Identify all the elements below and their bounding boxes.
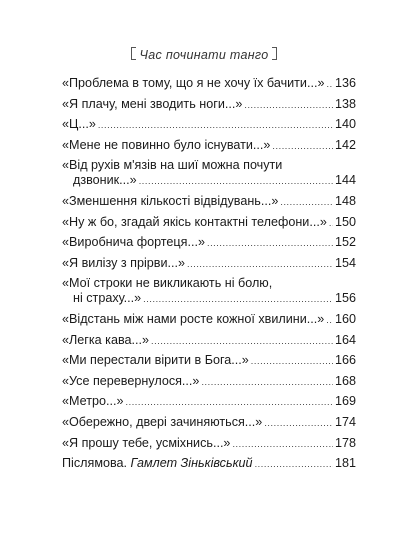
dot-leader (280, 195, 333, 210)
dot-leader (201, 375, 333, 390)
dot-leader (98, 118, 333, 133)
toc-page-number: 142 (334, 137, 356, 152)
toc-entry-title: «Я плачу, мені зводить ноги...» (62, 96, 243, 111)
toc-entry[interactable] (62, 76, 356, 92)
toc-page-number: 181 (334, 456, 356, 471)
afterword-author: Гамлет Зіньківський (130, 456, 253, 471)
left-bracket-ornament (131, 47, 136, 60)
toc-entry[interactable] (62, 312, 356, 328)
toc-page-number: 152 (334, 235, 356, 250)
toc-page-number: 144 (334, 173, 356, 188)
toc-entry[interactable] (62, 436, 356, 452)
dot-leader (139, 174, 333, 189)
dot-leader (244, 98, 333, 113)
toc-entry-title: «Усе перевернулося...» (62, 373, 200, 388)
toc-page-number: 178 (334, 435, 356, 450)
toc-entry[interactable] (62, 117, 356, 133)
dot-leader (326, 77, 333, 92)
toc-page-number: 148 (334, 193, 356, 208)
toc-page-number: 169 (334, 394, 356, 409)
toc-page-number: 154 (334, 255, 356, 270)
toc-entry-title: ні страху...» (73, 291, 142, 306)
toc-entry-afterword[interactable] (62, 456, 356, 472)
dot-leader (251, 354, 333, 369)
toc-entry-title-line1: «Від рухів м'язів на шиї можна почути (62, 158, 283, 173)
dot-leader (207, 236, 333, 251)
toc-entry[interactable] (62, 97, 356, 113)
table-of-contents (62, 76, 356, 477)
toc-entry-title: «Обережно, двері зачиняються...» (62, 414, 263, 429)
dot-leader (143, 292, 333, 307)
toc-entry-title: «Проблема в тому, що я не хочу їх бачити...» (62, 76, 325, 90)
toc-page-number: 168 (334, 373, 356, 388)
dot-leader (329, 216, 333, 231)
section-title: Час починати танго (139, 48, 269, 62)
toc-entry-title: дзвоник...» (73, 173, 137, 188)
toc-page-number: 138 (334, 96, 356, 111)
toc-entry[interactable] (62, 415, 356, 431)
dot-leader (255, 457, 333, 472)
toc-entry[interactable] (62, 256, 356, 272)
dot-leader (272, 139, 333, 154)
toc-page-number: 150 (334, 214, 356, 229)
dot-leader (264, 416, 333, 431)
toc-page-number: 166 (334, 353, 356, 368)
toc-entry-title-line1: «Мої строки не викликають ні болю, (62, 276, 273, 291)
toc-entry[interactable] (62, 394, 356, 410)
toc-page-number: 164 (334, 332, 356, 347)
toc-page-number: 156 (334, 291, 356, 306)
toc-entry-title: «Ну ж бо, згадай якісь контактні телефони...» (62, 214, 327, 229)
section-header (0, 47, 408, 62)
toc-entry[interactable] (62, 353, 356, 369)
toc-entry-title: «Ми перестали вірити в Бога...» (62, 353, 249, 368)
right-bracket-ornament (272, 47, 277, 60)
toc-page-number: 140 (334, 117, 356, 132)
toc-entry-title: «Я прошу тебе, усміхнись...» (62, 435, 231, 450)
toc-entry-title: «Виробнича фортеця...» (62, 235, 205, 250)
toc-entry-title: «Мене не повинно було існувати...» (62, 137, 271, 152)
dot-leader (326, 313, 333, 328)
dot-leader (187, 257, 333, 272)
toc-entry[interactable] (62, 215, 356, 231)
toc-entry-title: «Відстань між нами росте кожної хвилини...» (62, 311, 325, 326)
toc-entry[interactable] (62, 235, 356, 251)
toc-page-number: 174 (334, 414, 356, 429)
toc-entry[interactable] (62, 158, 356, 189)
toc-entry-title: «Я вилізу з прірви...» (62, 255, 186, 270)
dot-leader (126, 395, 333, 410)
toc-entry[interactable] (62, 276, 356, 307)
toc-page-number: 136 (334, 76, 356, 90)
toc-entry[interactable] (62, 194, 356, 210)
dot-leader (232, 437, 333, 452)
dot-leader (151, 334, 333, 349)
toc-entry[interactable] (62, 138, 356, 154)
toc-entry[interactable] (62, 374, 356, 390)
toc-page-number: 160 (334, 311, 356, 326)
toc-entry[interactable] (62, 333, 356, 349)
toc-entry-title: «Легка кава...» (62, 332, 150, 347)
toc-entry-title: «Зменшення кількості відвідувань...» (62, 193, 279, 208)
toc-entry-title: «Метро...» (62, 394, 124, 409)
toc-entry-title: «Ц...» (62, 117, 96, 132)
toc-entry-title: Післямова. Гамлет Зіньківський (62, 456, 253, 471)
